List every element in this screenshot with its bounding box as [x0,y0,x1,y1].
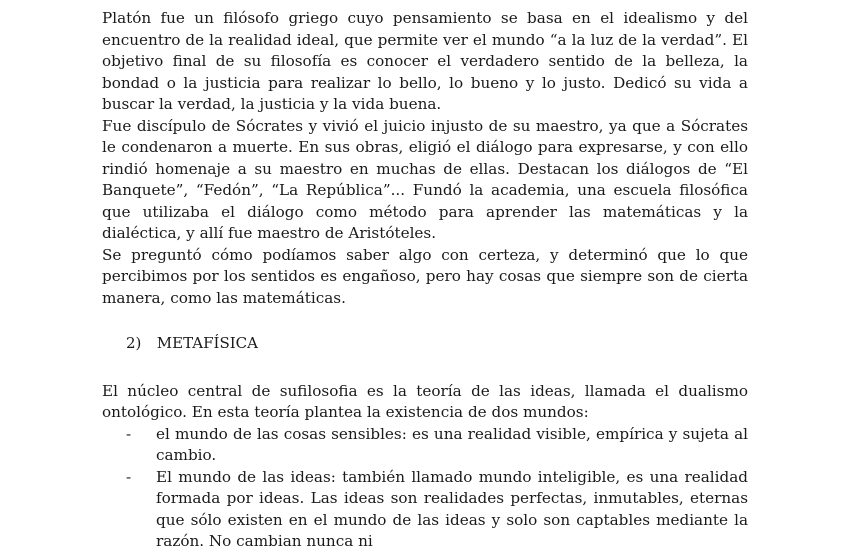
paragraph-dualism: El núcleo central de sufilosofia es la teoría de las ideas, llamada el dualismo ontológico. En esta teoría plantea la existencia de dos mundos: [102,381,748,421]
list-item-text: El mundo de las ideas: también llamado mundo inteligible, es una realidad formada por ideas. Las ideas son realidades perfectas, inmutables, eternas que sólo existen en el mundo de las ideas y solo son captables mediante la razón. No cambian nunca ni [156,467,748,550]
list-item [102,467,748,553]
dash-bullet: - [126,424,132,443]
list-item-text: el mundo de las cosas sensibles: es una realidad visible, empírica y sujeta al cambio. [156,424,748,464]
dash-bullet: - [126,467,132,486]
document-page [102,8,748,553]
paragraph-plato-intro: Platón fue un filósofo griego cuyo pensamiento se basa en el idealismo y del encuentro de la realidad ideal, que permite ver el mundo “a la luz de la verdad”. El objetivo final de su filosofía es conocer el verdadero sentido de la belleza, la bondad o la justicia para realizar lo bello, lo bueno y lo justo. Dedicó su vida a buscar la verdad, la justicia y la vida buena. [102,9,748,113]
section-heading [126,333,748,355]
list-item [102,424,748,467]
paragraph-certainty: Se preguntó cómo podíamos saber algo con certeza, y determinó que lo que percibimos por los sentidos es engañoso, pero hay cosas que siempre son de cierta manera, como las matemáticas. [102,245,748,307]
paragraph-socrates: Fue discípulo de Sócrates y vivió el juicio injusto de su maestro, ya que a Sócrates le condenaron a muerte. En sus obras, eligió el diálogo para expresarse, y con ello rindió homenaje a su maestro en muchas de ellas. Destacan los diálogos de “El Banquete”, “Fedón”, “La República”... Fundó la academia, una escuela filosófica que utilizaba el diálogo como método para aprender las matemáticas y la dialéctica, y allí fue maestro de Aristóteles. [102,116,748,242]
section-number: 2) [126,334,142,352]
spacer [102,355,748,381]
worlds-list [102,424,748,553]
section-title: METAFÍSICA [156,334,258,352]
